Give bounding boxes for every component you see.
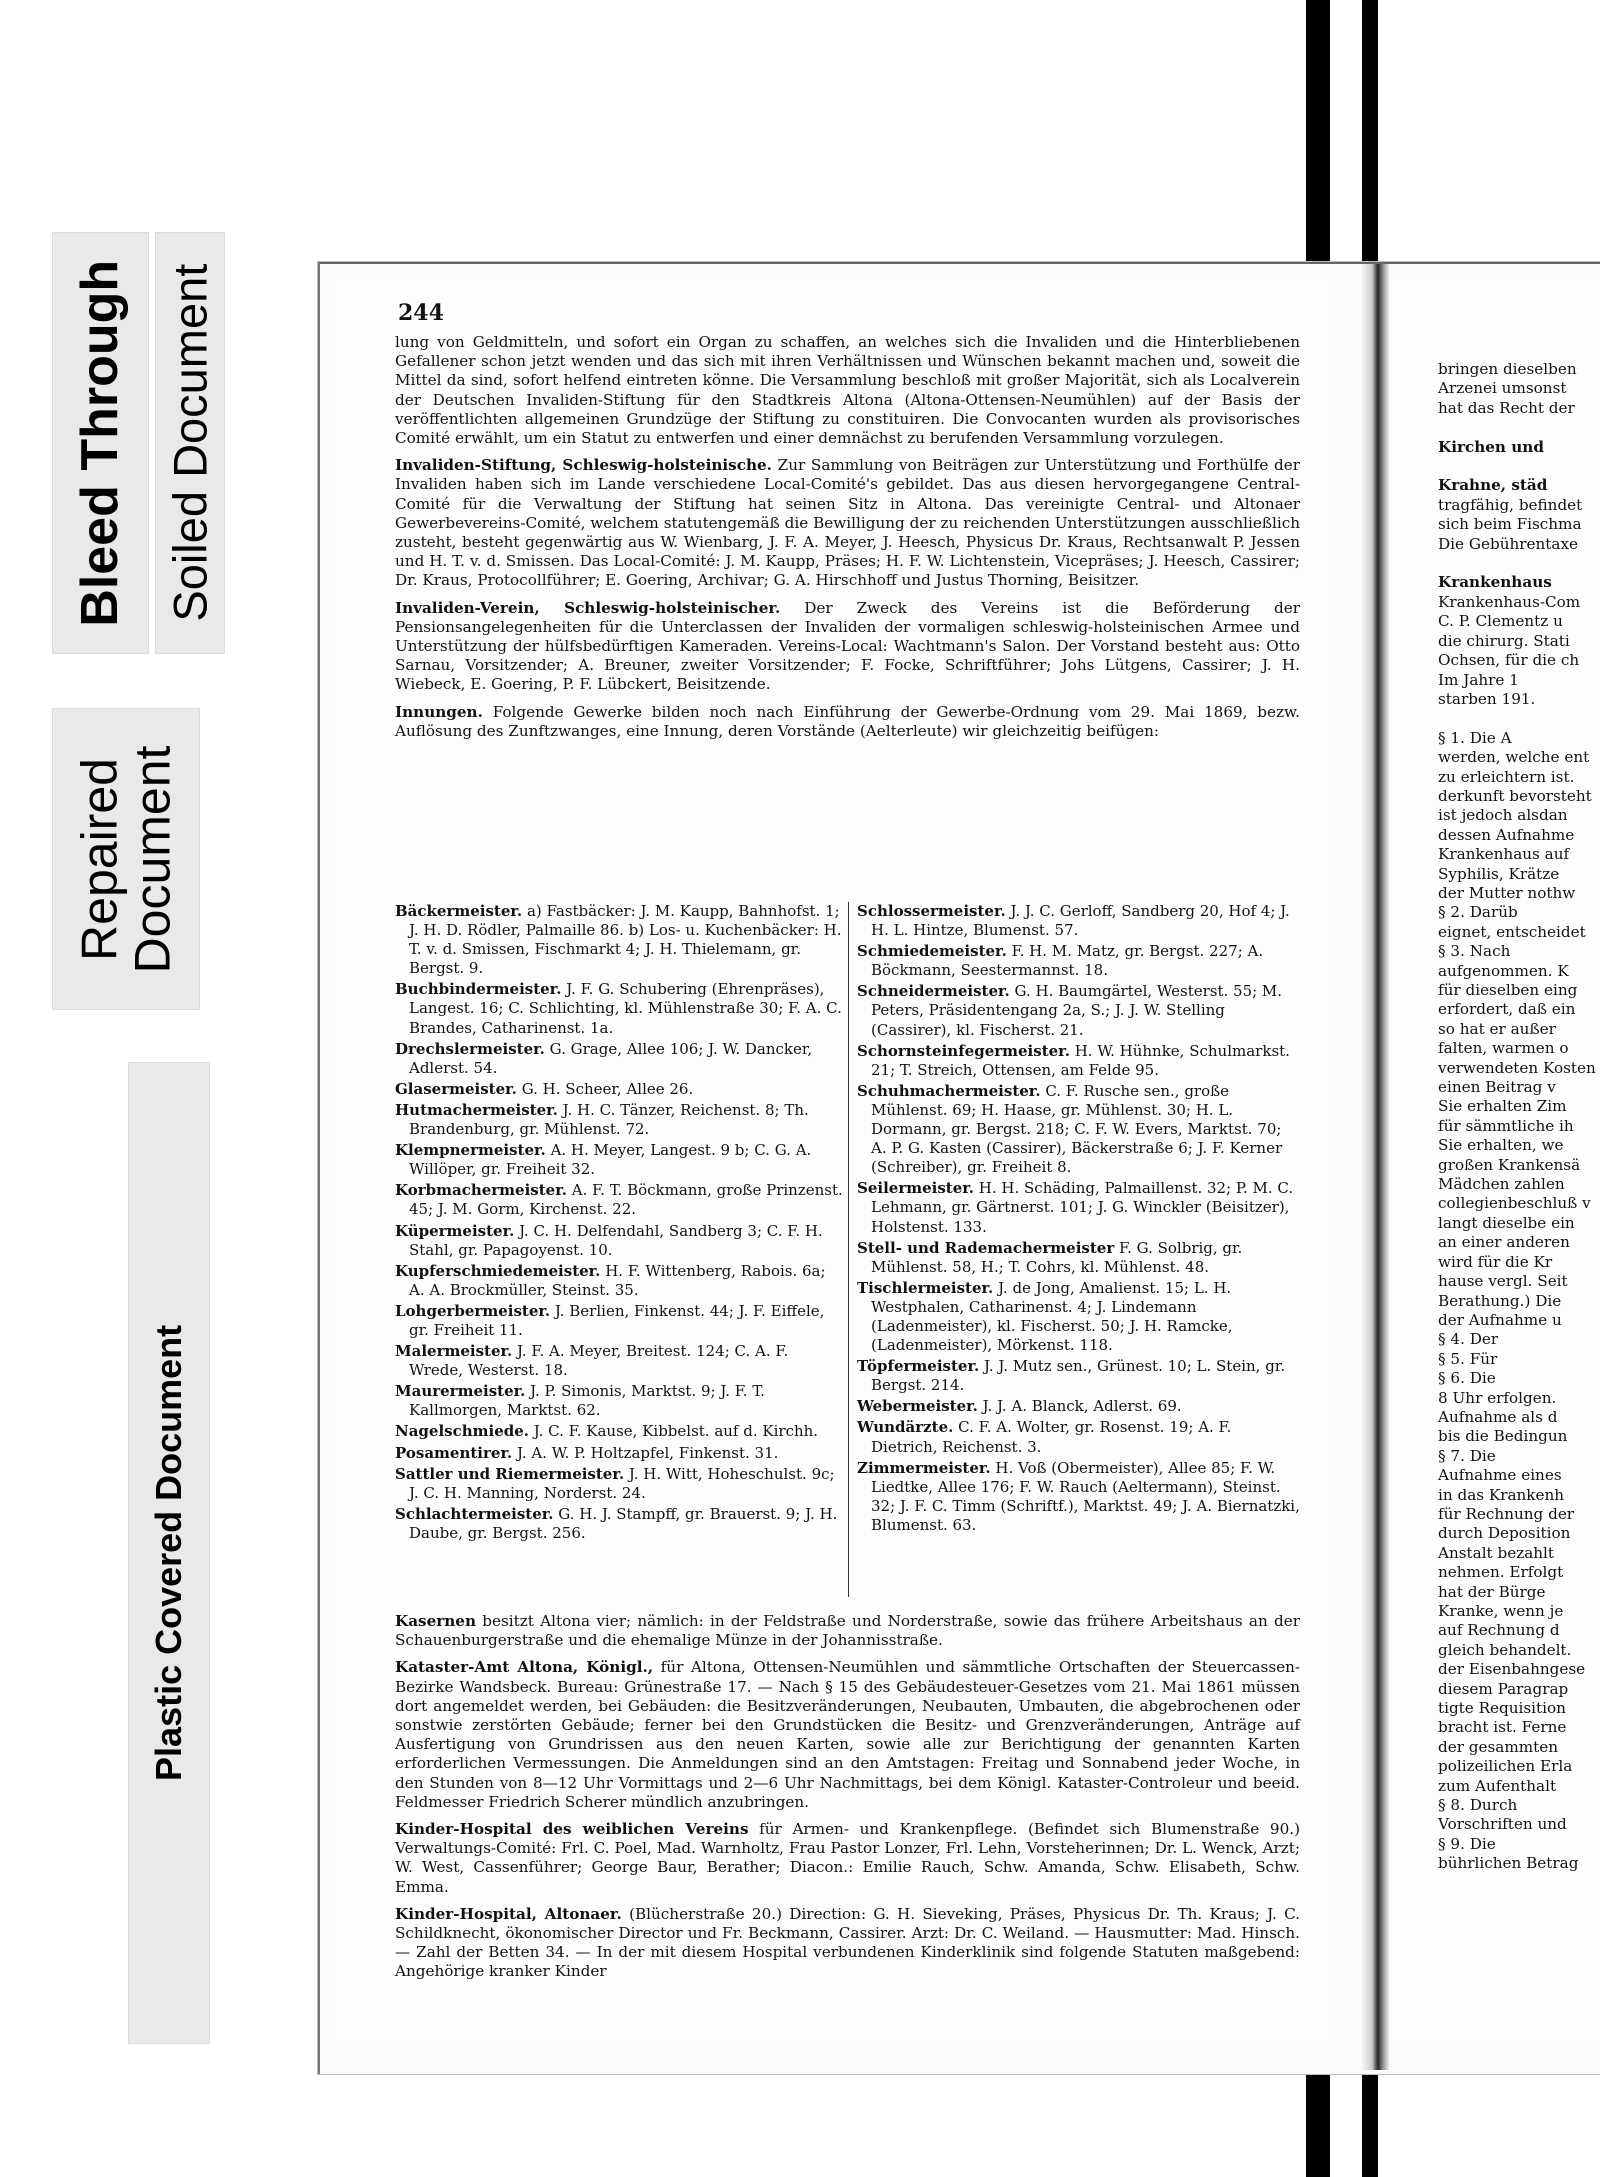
label-bleed-through-text: Bleed Through (71, 259, 130, 627)
label-soiled-document-text: Soiled Document (163, 264, 217, 622)
label-plastic-covered-text: Plastic Covered Document (148, 1324, 190, 1782)
intro-paragraph: lung von Geldmitteln, und sofort ein Organ zu schaffen, an welches sich die Invaliden und die Hinterbliebenen Gefallener schon jetzt wenden und das sich mit ihren Verhältnissen und Wünschen bekannt machen und, soweit die Mittel da sind, sofort helfend eintreten könne. Die Versammlung beschloß mit großer Majorität, sich als Localverein der Deutschen Invaliden-Stiftung für den Stadtkreis Altona (Altona-Ottensen-Neumühlen) auf der Basis der veröffentlichten allgemeinen Grundzüge der Stiftung zu constituiren. Die Convocanten wurden als provisorisches Comité erwählt, um ein Statut zu entwerfen und einer demnächst zu berufenden Versammlung vorzulegen. (395, 333, 1300, 448)
right-line: Anstalt bezahlt (1438, 1543, 1554, 1562)
right-line: ist jedoch alsdan (1438, 806, 1568, 825)
lower-text-block (395, 1612, 1300, 1990)
guild-entry: Drechslermeister. G. Grage, Allee 106; J. W. Dancker, Adlerst. 54. (395, 1039, 813, 1077)
innungen-heading: Innungen. (395, 702, 483, 721)
guild-entry: Posamentirer. J. A. W. P. Holtzapfel, Finkenst. 31. (395, 1443, 779, 1462)
right-line: § 2. Darüb (1438, 903, 1518, 922)
guild-entry: Seilermeister. H. H. Schäding, Palmaillenst. 32; P. M. C. Lehmann, gr. Gärtnerst. 101; J. G. Winckler (Beisitzer), Holstenst. 133. (857, 1179, 1294, 1236)
kinderhospital-heading-2: Kinder-Hospital, Altonaer. (395, 1904, 622, 1923)
kinderhospital-paragraph-2 (395, 1905, 1300, 1982)
right-line: erfordert, daß ein (1438, 1000, 1576, 1019)
guild-entry: Tischlermeister. J. de Jong, Amalienst. 15; L. H. Westphalen, Catharinenst. 4; J. Lindemann (Ladenmeister), kl. Fischerst. 50; J. H. Ramcke, (Ladenmeister), Mörkenst. 118. (857, 1278, 1233, 1355)
kinderhospital-body-2: (Blücherstraße 20.) Direction: G. H. Sieveking, Präses, Physicus Dr. Th. Kraus; J. C. Schildknecht, ökonomischer Director und Fr. Beckmann, Cassirer. Arzt: Dr. C. Weiland. — Hausmutter: Mad. Hinsch. — Zahl der Betten 34. — In der mit diesem Hospital verbundenen Kinderklinik sind folgende Statuten maßgebend: Angehörige kranker Kinder (395, 1904, 1300, 1981)
guild-column-right (857, 902, 1300, 1537)
right-line: so hat er außer (1438, 1019, 1556, 1038)
right-line: § 1. Die A (1438, 728, 1512, 747)
kasernen-paragraph (395, 1612, 1300, 1650)
right-line: § 5. Für (1438, 1349, 1498, 1368)
right-line: verwendeten Kosten (1438, 1058, 1596, 1077)
right-line: eignet, entscheidet (1438, 922, 1586, 941)
right-line: zum Aufenthalt (1438, 1776, 1557, 1795)
right-line: der Mutter nothw (1438, 883, 1576, 902)
right-line: großen Krankensä (1438, 1155, 1581, 1174)
guild-entry: Stell- und Rademachermeister F. G. Solbrig, gr. Mühlenst. 58, H.; T. Cohrs, kl. Mühlenst. 48. (857, 1238, 1243, 1276)
right-line: aufgenommen. K (1438, 961, 1569, 980)
label-soiled-document (155, 232, 225, 654)
right-line: der Aufnahme u (1438, 1310, 1562, 1329)
guild-entry: Klempnermeister. A. H. Meyer, Langest. 9 b; C. G. A. Willöper, gr. Freiheit 32. (395, 1141, 812, 1179)
upper-text-block (395, 333, 1300, 749)
guild-entry: Nagelschmiede. J. C. F. Kause, Kibbelst. auf d. Kirchh. (395, 1422, 819, 1441)
right-line: langt dieselbe ein (1438, 1213, 1575, 1232)
right-line: Vorschriften und (1438, 1815, 1567, 1834)
right-line: § 8. Durch (1438, 1796, 1518, 1815)
guild-entry: Zimmermeister. H. Voß (Obermeister), Allee 85; F. W. Liedtke, Allee 176; F. W. Rauch (Aeltermann), Steinst. 32; J. F. C. Timm (Schriftf.), Marktst. 49; J. A. Biernatzki, Blumenst. 63. (857, 1458, 1300, 1534)
guild-entry: Webermeister. J. J. A. Blanck, Adlerst. 69. (857, 1397, 1182, 1416)
right-line: § 7. Die (1438, 1446, 1496, 1465)
right-line: Kranke, wenn je (1438, 1602, 1564, 1620)
kinderhospital-heading-1: Kinder-Hospital des weiblichen Vereins (395, 1820, 749, 1839)
guild-entry: Schlossermeister. J. J. C. Gerloff, Sandberg 20, Hof 4; J. H. L. Hintze, Blumenst. 57. (857, 902, 1290, 940)
verein-body: Der Zweck des Vereins ist die Beförderung der Pensionsangelegenheiten für die Unterclassen der Invaliden der vormaligen schleswig-holsteinischen Armee und Unterstützung der hülfsbedürftigen Kameraden. Vereins-Local: Wachtmann's Salon. Der Vorstand besteht aus: Otto Sarnau, Vorsitzender; A. Breuner, zweiter Vorsitzender; F. Focke, Schriftführer; Johs Lütgens, Cassirer; J. H. Wiebeck, E. Goering, P. F. Lübckert, Beisitzende. (395, 598, 1300, 694)
guild-entry: Schneidermeister. G. H. Baumgärtel, Westerst. 55; M. Peters, Präsidentengang 2a, S.; J. J. W. Stelling (Cassirer), kl. Fischerst. 21. (857, 982, 1283, 1039)
guild-entry: Schmiedemeister. F. H. M. Matz, gr. Bergst. 227; A. Böckmann, Seestermannst. 18. (857, 942, 1264, 980)
right-line: Berathung.) Die (1438, 1291, 1562, 1310)
right-line: hause vergl. Seit (1438, 1272, 1568, 1291)
right-line: tragfähig, befindet (1438, 495, 1583, 514)
right-line: Die Gebührentaxe (1438, 534, 1578, 553)
right-line: § 4. Der (1438, 1330, 1499, 1349)
guild-entry: Lohgerbermeister. J. Berlien, Finkenst. 44; J. F. Eiffele, gr. Freiheit 11. (395, 1301, 825, 1339)
right-line: Arzenei umsonst (1438, 379, 1567, 398)
label-repaired-document (52, 708, 200, 1010)
guild-list (395, 902, 1300, 1607)
guild-entry: Schornsteinfegermeister. H. W. Hühnke, Schulmarkst. 21; T. Streich, Ottensen, am Felde 95. (857, 1041, 1290, 1079)
kataster-heading: Kataster-Amt Altona, Königl., (395, 1658, 654, 1677)
guild-entry: Schuhmachermeister. C. F. Rusche sen., große Mühlenst. 69; H. Haase, gr. Mühlenst. 30; H. L. Dormann, gr. Bergst. 218; C. F. W. Evers, Marktst. 70; A. P. G. Kasten (Cassirer), Bäckerstraße 6; J. F. Kerner (Schreiber), gr. Freiheit 8. (857, 1081, 1283, 1177)
right-line: Syphilis, Krätze (1438, 864, 1560, 883)
guild-entry: Korbmachermeister. A. F. T. Böckmann, große Prinzenst. 45; J. M. Gorm, Kirchenst. 22. (395, 1181, 843, 1219)
label-repaired-line2: Document (124, 745, 181, 973)
right-line: bis die Bedingun (1438, 1427, 1568, 1446)
right-line: bracht ist. Ferne (1438, 1718, 1567, 1737)
kataster-body: für Altona, Ottensen-Neumühlen und sämmtliche Ortschaften der Steuercassen-Bezirke Wandsbeck. Bureau: Grünestraße 17. — Nach § 15 des Gebäudesteuer-Gesetzes vom 21. Mai 1861 müssen dort angemeldet werden, bei Gebäuden: die Besitzveränderungen, Neubauten, Umbauten, die abgebrochenen oder sonstwie zerstörten Gebäude; ferner bei den Grundstücken die Besitz- und Grenzveränderungen, Anträge auf Ausfertigung von Grundrissen aus den neuen Karten, sowie alle zur Berichtigung der genannten Karten erforderlichen Vermessungen. Die Anmeldungen sind an den Amtstagen: Freitag und Sonnabend jeder Woche, in den Stunden von 8—12 Uhr Vormittags und 2—6 Uhr Nachmittags, bei dem Königl. Kataster-Controleur und beeid. Feldmesser Friedrich Scherer mündlich anzubringen. (395, 1658, 1301, 1811)
column-divider (848, 902, 849, 1597)
verein-heading: Invaliden-Verein, Schleswig-holsteinischer. (395, 598, 781, 617)
stiftung-paragraph (395, 456, 1300, 590)
right-line: durch Deposition (1438, 1524, 1571, 1543)
right-line: falten, warmen o (1438, 1039, 1569, 1058)
label-repaired-line1: Repaired (71, 757, 128, 961)
right-line: C. P. Clementz u (1438, 612, 1563, 631)
page-number: 244 (398, 300, 444, 326)
innungen-body: Folgende Gewerke bilden noch nach Einführung der Gewerbe-Ordnung vom 29. Mai 1869, bezw. Auflösung des Zunftzwanges, eine Innung, deren Vorstände (Aelterleute) wir gleichzeitig beifügen: (395, 702, 1300, 740)
right-line: diesem Paragrap (1438, 1679, 1569, 1698)
right-line: bührlichen Betrag (1438, 1854, 1579, 1873)
right-line: Ochsen, für die ch (1438, 651, 1580, 670)
guild-entry: Bäckermeister. a) Fastbäcker: J. M. Kaupp, Bahnhofst. 1; J. H. D. Rödler, Palmaille 86. b) Los- u. Kuchenbäcker: H. T. v. d. Smissen, Fischmarkt 4; J. H. Thielemann, gr. Bergst. 9. (395, 902, 842, 978)
label-bleed-through (52, 232, 149, 654)
right-line: collegienbeschluß v (1438, 1194, 1591, 1213)
right-line: zu erleichtern ist. (1438, 767, 1575, 786)
right-line: starben 191. (1438, 689, 1536, 708)
right-line: bringen dieselben (1438, 360, 1577, 378)
guild-entry: Schlachtermeister. G. H. J. Stampff, gr. Brauerst. 9; J. H. Daube, gr. Bergst. 256. (395, 1504, 838, 1542)
right-line: an einer anderen (1438, 1233, 1570, 1252)
kinderhospital-paragraph-1 (395, 1820, 1300, 1897)
right-line: wird für die Kr (1438, 1252, 1553, 1271)
right-line: werden, welche ent (1438, 748, 1590, 767)
right-line: § 9. Die (1438, 1834, 1496, 1853)
stiftung-body: Zur Sammlung von Beiträgen zur Unterstützung und Forthülfe der Invaliden haben sich im Lande verschiedene Local-Comité's gebildet. Das aus diesen hervorgegangene Central-Comité für die Verwaltung der Stiftung hat seinen Sitz in Altona. Das vereinigte Central- und Altonaer Gewerbevereins-Comité, welchem statutengemäß die Bewilligung der zu reichenden Unterstützungen ausschließlich zusteht, besteht gegenwärtig aus W. Wienbarg, J. F. A. Meyer, J. Heesch, Physicus Dr. Kraus, Rechtsanwalt P. Jessen und H. T. v. d. Smissen. Das Local-Comité: J. M. Kaupp, Präses; H. F. W. Lichtenstein, Vicepräses; J. Heesch, Cassirer; Dr. Kraus, Protocollführer; E. Goering, Archivar; G. A. Hirschhoff und Justus Thorning, Beisitzer. (395, 456, 1300, 590)
edge-strip-bottom (1306, 2062, 1330, 2177)
guild-entry: Malermeister. J. F. A. Meyer, Breitest. 124; C. A. F. Wrede, Westerst. 18. (395, 1342, 789, 1380)
guild-entry: Maurermeister. J. P. Simonis, Marktst. 9; J. F. T. Kallmorgen, Marktst. 62. (395, 1382, 765, 1420)
stiftung-heading: Invaliden-Stiftung, Schleswig-holsteinische. (395, 456, 772, 475)
right-line: 8 Uhr erfolgen. (1438, 1388, 1557, 1407)
right-page (1392, 280, 1600, 2040)
right-line: nehmen. Erfolgt (1438, 1563, 1564, 1582)
guild-entry: Hutmachermeister. J. H. C. Tänzer, Reichenst. 8; Th. Brandenburg, gr. Mühlenst. 72. (395, 1100, 809, 1139)
right-line (1438, 709, 1596, 728)
verein-paragraph (395, 599, 1300, 695)
right-line-heading: Krahne, städ (1438, 476, 1548, 495)
right-line: dessen Aufnahme (1438, 825, 1575, 844)
label-plastic-covered (128, 1062, 210, 2044)
right-line: für Rechnung der (1438, 1504, 1575, 1523)
right-line: für dieselben eing (1438, 981, 1578, 999)
kasernen-body: besitzt Altona vier; nämlich: in der Feldstraße und Norderstraße, sowie das frühere Arbeitshaus an der Schauenburgerstraße und die ehemalige Münze in der Johannisstraße. (395, 1612, 1301, 1650)
right-line: der Eisenbahngese (1438, 1660, 1586, 1679)
right-line (1438, 418, 1596, 437)
right-line: Aufnahme eines (1438, 1466, 1562, 1485)
right-line-heading: Kirchen und (1438, 437, 1544, 456)
right-line: einen Beitrag v (1438, 1078, 1556, 1097)
edge-strip-top-right (1362, 0, 1378, 270)
guild-entry: Küpermeister. J. C. H. Delfendahl, Sandberg 3; C. F. H. Stahl, gr. Papagoyenst. 10. (395, 1221, 823, 1259)
right-line: der gesammten (1438, 1737, 1559, 1756)
right-line: die chirurg. Stati (1438, 631, 1570, 650)
right-line: tigte Requisition (1438, 1699, 1566, 1718)
edge-strip-bottom-right (1362, 2062, 1378, 2177)
guild-entry: Kupferschmiedemeister. H. F. Wittenberg, Rabois. 6a; A. A. Brockmüller, Steinst. 35. (395, 1261, 826, 1299)
kinderhospital-body-1: für Armen- und Krankenpflege. (Befindet sich Blumenstraße 90.) Verwaltungs-Comité: Frl. C. Poel, Mad. Warnholtz, Frau Pastor Lonzer, Frl. Lehn, Vorsteherinnen; Dr. L. Wenck, Arzt; W. West, Cassenführer; George Baur, Berather; Diacon.: Emilie Rauch, Schw. Amanda, Schw. Elisabeth, Schw. Emma. (395, 1820, 1300, 1896)
right-line: in das Krankenh (1438, 1485, 1565, 1504)
guild-entry: Töpfermeister. J. J. Mutz sen., Grünest. 10; L. Stein, gr. Bergst. 214. (857, 1357, 1286, 1395)
right-line (1438, 554, 1596, 573)
guild-column-left (395, 902, 845, 1545)
right-line: Krankenhaus-Com (1438, 592, 1581, 611)
right-line: gleich behandelt. (1438, 1640, 1572, 1659)
right-page-text (1438, 360, 1596, 1874)
right-line (1438, 457, 1596, 476)
right-line-heading: Krankenhaus (1438, 573, 1552, 592)
guild-entry: Glasermeister. G. H. Scheer, Allee 26. (395, 1079, 694, 1098)
right-line: derkunft bevorsteht (1438, 786, 1592, 805)
right-line: § 3. Nach (1438, 942, 1511, 961)
right-line: Mädchen zahlen (1438, 1175, 1565, 1194)
guild-entry: Sattler und Riemermeister. J. H. Witt, Hoheschulst. 9c; J. C. H. Manning, Norderst. 24. (395, 1464, 835, 1502)
right-line: Krankenhaus auf (1438, 845, 1570, 864)
label-repaired-document-text (71, 745, 181, 973)
right-line: Sie erhalten Zim (1438, 1097, 1567, 1116)
right-line: § 6. Die (1438, 1369, 1496, 1388)
right-line: Sie erhalten, we (1438, 1136, 1564, 1155)
book-gutter (1360, 264, 1390, 2070)
kataster-paragraph (395, 1658, 1300, 1812)
right-line: polizeilichen Erla (1438, 1757, 1573, 1776)
edge-strip-top (1306, 0, 1330, 270)
right-line: hat der Bürge (1438, 1582, 1546, 1601)
right-line: Aufnahme als d (1438, 1407, 1558, 1426)
guild-entry: Wundärzte. C. F. A. Wolter, gr. Rosenst. 19; A. F. Dietrich, Reichenst. 3. (857, 1418, 1232, 1456)
kasernen-heading: Kasernen (395, 1612, 477, 1630)
right-line: für sämmtliche ih (1438, 1116, 1574, 1135)
innungen-paragraph (395, 703, 1300, 741)
right-line: auf Rechnung d (1438, 1621, 1560, 1640)
right-line: sich beim Fischma (1438, 515, 1582, 534)
guild-entry: Buchbindermeister. J. F. G. Schubering (Ehrenpräses), Langest. 16; C. Schlichting, kl. Mühlenstraße 30; F. A. C. Brandes, Catharinenst. 1a. (395, 980, 842, 1037)
right-line: Im Jahre 1 (1438, 670, 1519, 689)
right-line: hat das Recht der (1438, 398, 1575, 417)
